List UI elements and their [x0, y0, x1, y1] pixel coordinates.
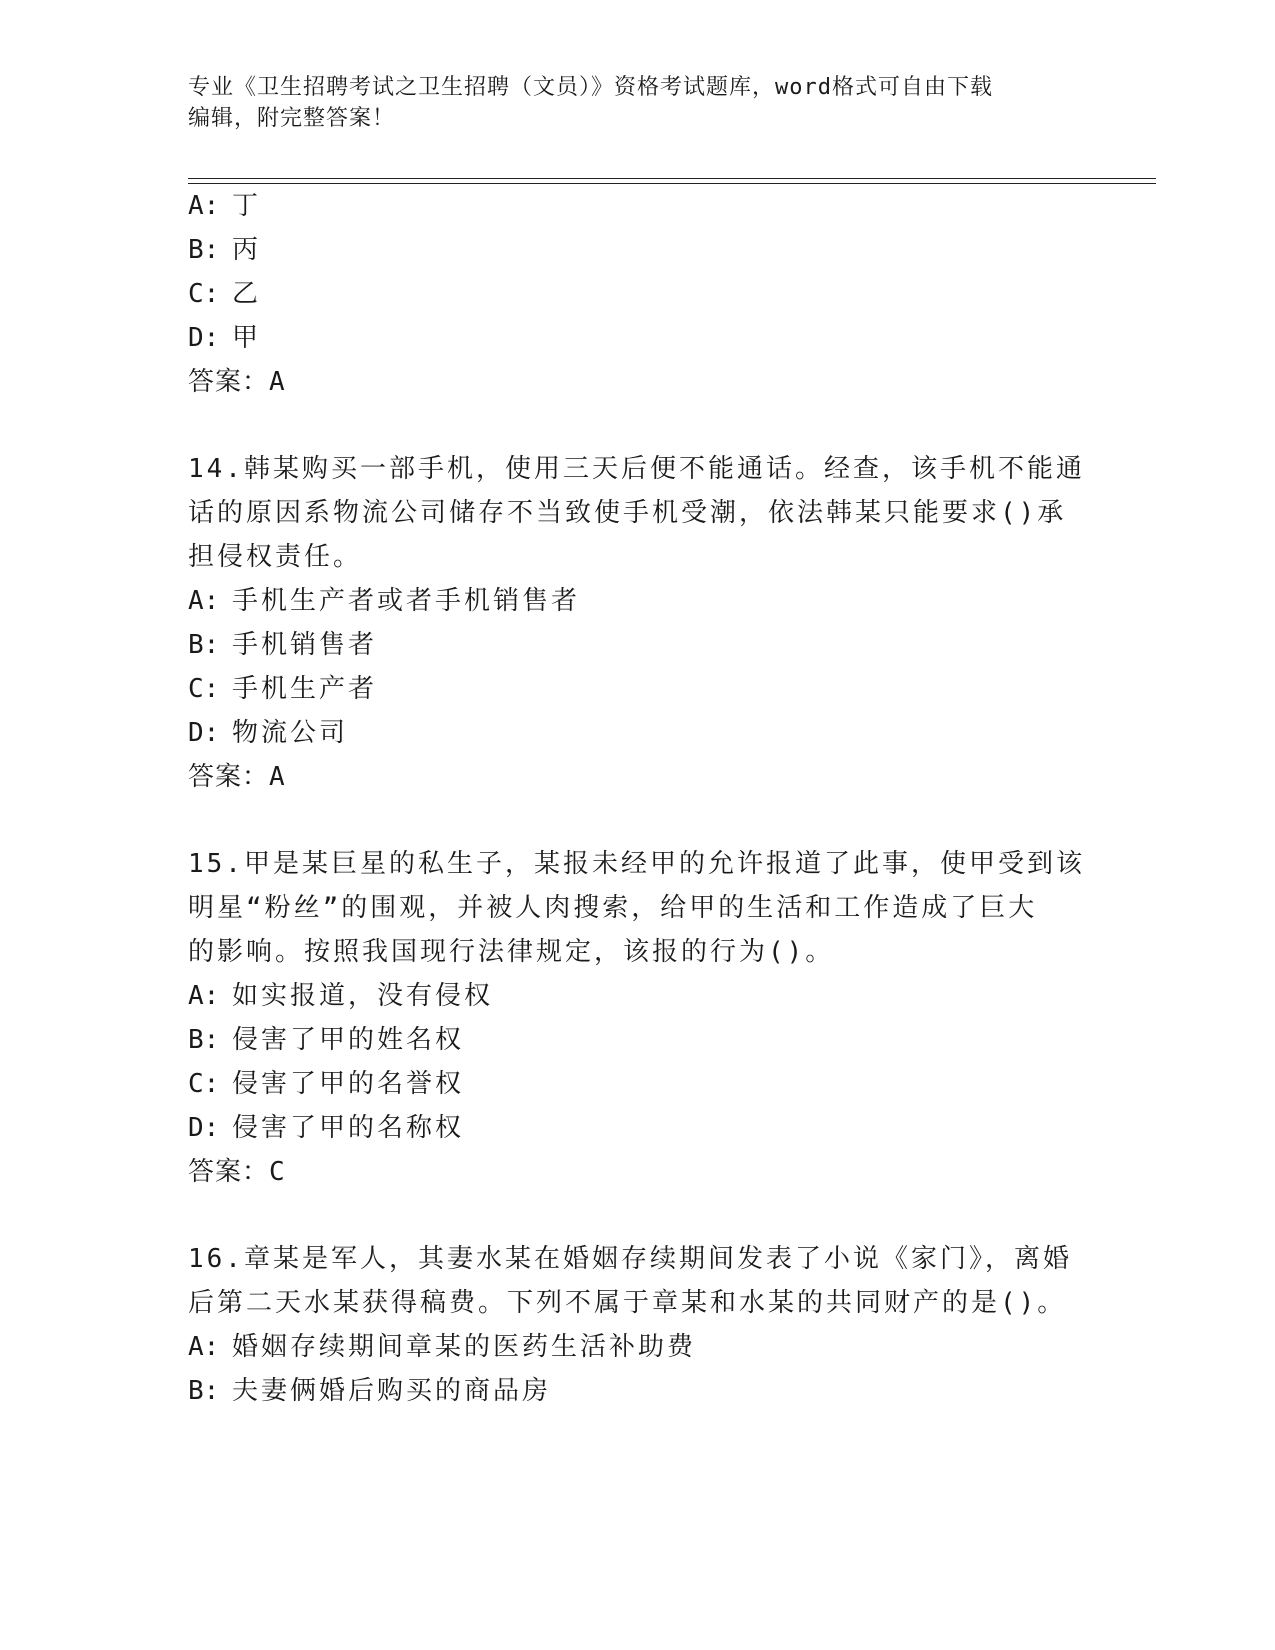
option-text: 如实报道，没有侵权 [232, 981, 494, 1011]
q15-answer [188, 1155, 288, 1189]
q15-option-a [188, 979, 493, 1013]
option-letter: D: [188, 718, 220, 748]
option-letter: B: [188, 1376, 220, 1406]
answer-value: A [269, 367, 288, 397]
q16-option-a [188, 1330, 696, 1364]
option-letter: C: [188, 1069, 220, 1099]
option-text: 侵害了甲的名称权 [232, 1113, 465, 1143]
option-text: 物流公司 [232, 718, 349, 748]
q13-answer [188, 365, 288, 399]
option-letter: C: [188, 674, 220, 704]
option-letter: D: [188, 323, 220, 353]
header-rule-bottom [188, 183, 1156, 184]
q14-option-c [188, 672, 377, 706]
q16-stem-line-1: 16.章某是军人，其妻水某在婚姻存续期间发表了小说《家门》，离婚 [188, 1244, 1072, 1274]
document-header [188, 72, 1088, 134]
option-text: 丙 [232, 235, 262, 265]
q14-option-d [188, 716, 348, 750]
q13-option-d [188, 321, 261, 355]
q14-option-b [188, 628, 377, 662]
option-text: 夫妻俩婚后购买的商品房 [232, 1376, 552, 1406]
option-text: 乙 [232, 279, 262, 309]
option-letter: A: [188, 981, 220, 1011]
option-letter: D: [188, 1113, 220, 1143]
option-letter: C: [188, 279, 220, 309]
option-text: 手机生产者或者手机销售者 [232, 586, 581, 616]
q15-stem-line-1: 15.甲是某巨星的私生子，某报未经甲的允许报道了此事，使甲受到该 [188, 849, 1085, 879]
answer-value: C [269, 1157, 288, 1187]
option-text: 手机生产者 [232, 674, 378, 704]
q15-option-c [188, 1067, 464, 1101]
option-letter: B: [188, 1025, 220, 1055]
option-text: 甲 [232, 323, 262, 353]
q16-stem-line-2: 后第二天水某获得稿费。下列不属于章某和水某的共同财产的是()。 [188, 1288, 1067, 1318]
q13-option-c [188, 277, 261, 311]
option-letter: A: [188, 1332, 220, 1362]
q14-answer [188, 760, 288, 794]
option-text: 婚姻存续期间章某的医药生活补助费 [232, 1332, 697, 1362]
q15-option-b [188, 1023, 464, 1057]
q15-stem-line-2: 明星“粉丝”的围观，并被人肉搜索，给甲的生活和工作造成了巨大 [188, 893, 1038, 923]
q16-option-b [188, 1374, 551, 1408]
answer-label: 答案： [188, 762, 270, 792]
option-letter: B: [188, 235, 220, 265]
answer-value: A [269, 762, 288, 792]
q13-option-a [188, 189, 261, 223]
header-line-2: 编辑，附完整答案！ [188, 106, 396, 131]
option-text: 侵害了甲的名誉权 [232, 1069, 465, 1099]
option-letter: A: [188, 191, 220, 221]
header-line-1: 专业《卫生招聘考试之卫生招聘（文员）》资格考试题库，word格式可自由下载 [188, 75, 993, 100]
option-text: 丁 [232, 191, 262, 221]
option-letter: B: [188, 630, 220, 660]
option-letter: A: [188, 586, 220, 616]
answer-label: 答案： [188, 1157, 270, 1187]
header-rule-top [188, 178, 1156, 179]
q14-stem-line-3: 担侵权责任。 [188, 542, 363, 572]
q15-option-d [188, 1111, 464, 1145]
q14-stem-line-1: 14.韩某购买一部手机，使用三天后便不能通话。经查，该手机不能通 [188, 454, 1085, 484]
q15-stem-line-3: 的影响。按照我国现行法律规定，该报的行为()。 [188, 937, 835, 967]
option-text: 手机销售者 [232, 630, 378, 660]
q13-option-b [188, 233, 261, 267]
option-text: 侵害了甲的姓名权 [232, 1025, 465, 1055]
answer-label: 答案： [188, 367, 270, 397]
q14-stem-line-2: 话的原因系物流公司储存不当致使手机受潮，依法韩某只能要求()承 [188, 498, 1067, 528]
q14-option-a [188, 584, 580, 618]
